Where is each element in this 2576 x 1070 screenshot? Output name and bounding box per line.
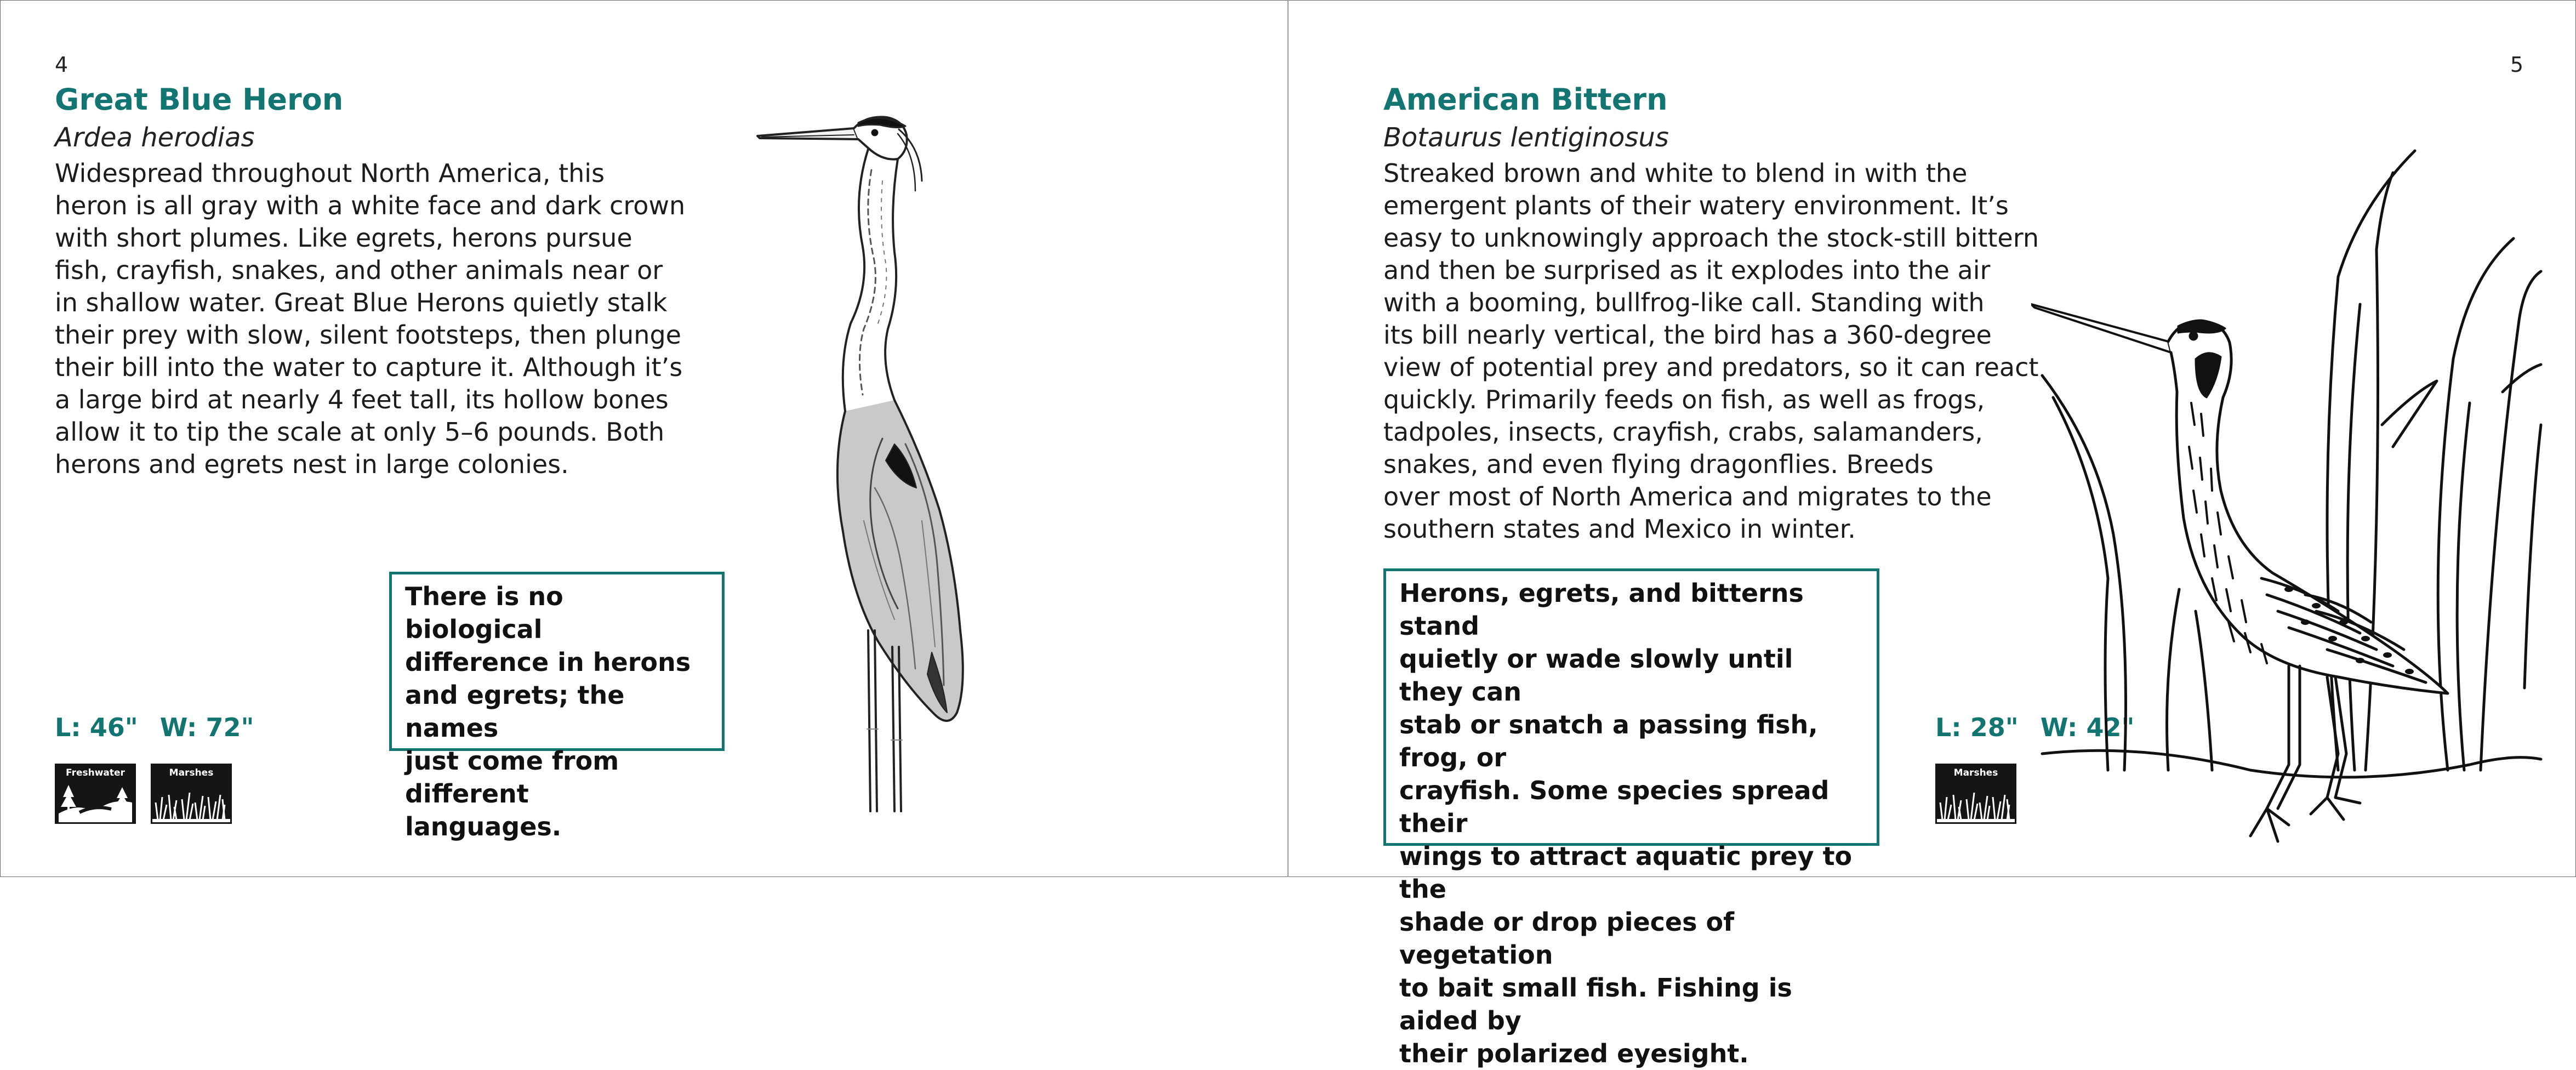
callout-line: and egrets; the names <box>405 680 625 743</box>
latin-name: Ardea herodias <box>55 122 255 153</box>
habitat-badge-marshes <box>1935 764 2016 824</box>
description-line: their prey with slow, silent footsteps, then plunge <box>55 320 681 350</box>
description-line: their bill into the water to capture it. Although it’s <box>55 352 683 382</box>
description-line: allow it to tip the scale at only 5–6 pounds. Both <box>55 417 665 447</box>
habitat-label: Marshes <box>169 767 214 778</box>
length-measurement: L: 46" <box>55 713 138 742</box>
callout-line: quietly or wade slowly until they can <box>1399 644 1793 707</box>
american-bittern-illustration <box>2031 140 2546 852</box>
callout-line: to bait small fish. Fishing is aided by <box>1399 973 1792 1035</box>
fact-callout-box <box>389 572 725 841</box>
callout-line: crayfish. Some species spread their <box>1399 776 1830 838</box>
description-line: with a booming, bullfrog-like call. Standing with <box>1383 288 1985 317</box>
callout-line: Herons, egrets, and bitterns stand <box>1399 578 1804 641</box>
description-line: heron is all gray with a white face and dark crown <box>55 191 686 220</box>
fact-callout-box <box>1383 568 1879 1068</box>
species-description <box>55 157 685 481</box>
description-line: tadpoles, insects, crayfish, crabs, salamanders, <box>1383 417 1983 447</box>
habitat-label: Marshes <box>1953 767 1998 778</box>
description-line: view of potential prey and predators, so it can react <box>1383 352 2039 382</box>
description-line: snakes, and even flying dragonflies. Breeds <box>1383 449 1934 479</box>
habitat-badge-marshes <box>151 764 232 824</box>
habitat-badge-freshwater <box>55 764 136 824</box>
callout-line: languages. <box>405 812 562 841</box>
habitat-label: Freshwater <box>66 767 125 778</box>
callout-line: their polarized eyesight. <box>1399 1039 1749 1068</box>
description-line: emergent plants of their watery environment. It’s <box>1383 191 2009 220</box>
description-line: Streaked brown and white to blend in with the <box>1383 158 1968 188</box>
description-line: its bill nearly vertical, the bird has a 360-degree <box>1383 320 1992 350</box>
size-measurements <box>55 713 276 742</box>
wingspan-measurement: W: 42" <box>2040 713 2135 742</box>
description-line: fish, crayfish, snakes, and other animals near or <box>55 255 663 285</box>
wingspan-measurement: W: 72" <box>159 713 254 742</box>
page-number: 4 <box>55 53 69 77</box>
description-line: over most of North America and migrates to the <box>1383 482 1992 511</box>
callout-line: stab or snatch a passing fish, frog, or <box>1399 710 1818 772</box>
description-line: in shallow water. Great Blue Herons quietly stalk <box>55 288 668 317</box>
right-page <box>1289 0 2576 1068</box>
great-blue-heron-illustration <box>751 104 1047 817</box>
species-title: American Bittern <box>1383 82 1668 117</box>
callout-line: There is no biological <box>405 582 563 644</box>
callout-line: just come from different <box>405 746 619 809</box>
description-line: with short plumes. Like egrets, herons pursue <box>55 223 632 253</box>
description-line: quickly. Primarily feeds on fish, as well as frogs, <box>1383 385 1985 414</box>
species-description <box>1383 157 2039 545</box>
species-title: Great Blue Heron <box>55 82 344 117</box>
callout-line: shade or drop pieces of vegetation <box>1399 907 1735 970</box>
description-line: easy to unknowingly approach the stock-still bittern <box>1383 223 2039 253</box>
callout-line: wings to attract aquatic prey to the <box>1399 841 1853 904</box>
page-number: 5 <box>2510 53 2523 77</box>
left-page <box>0 0 1287 877</box>
latin-name: Botaurus lentiginosus <box>1383 122 1669 153</box>
freshwater-icon <box>56 781 134 822</box>
description-line: herons and egrets nest in large colonies. <box>55 449 569 479</box>
marsh-grass-icon <box>1937 781 2015 822</box>
marsh-grass-icon <box>152 781 230 822</box>
description-line: and then be surprised as it explodes into the air <box>1383 255 1991 285</box>
description-line: southern states and Mexico in winter. <box>1383 514 1856 544</box>
callout-line: difference in herons <box>405 647 691 677</box>
description-line: a large bird at nearly 4 feet tall, its hollow bones <box>55 385 669 414</box>
description-line: Widespread throughout North America, this <box>55 158 605 188</box>
length-measurement: L: 28" <box>1935 713 2019 742</box>
